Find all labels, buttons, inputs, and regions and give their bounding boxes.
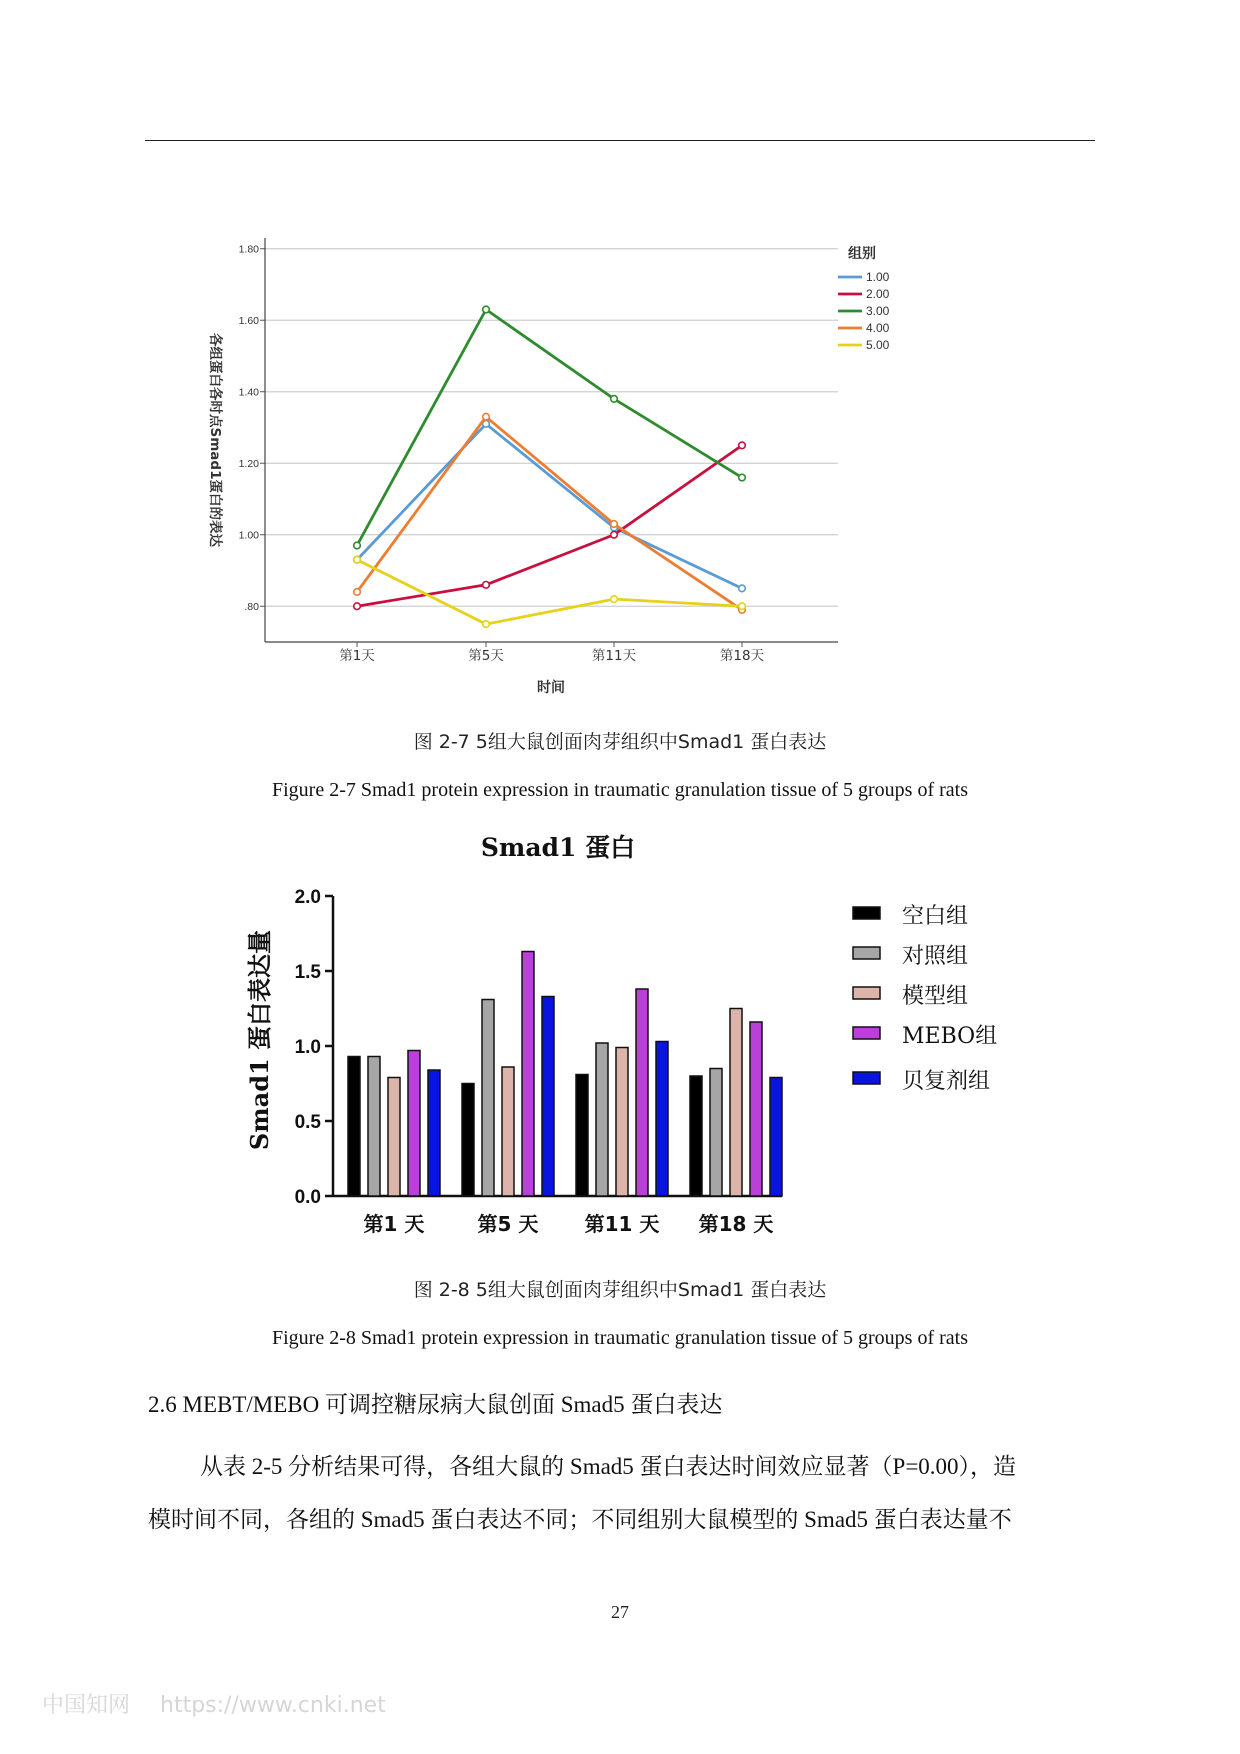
bar — [596, 1043, 608, 1196]
y-tick-label: 1.5 — [294, 962, 321, 983]
legend-label: 对照组 — [902, 944, 969, 969]
x-axis-label: 时间 — [537, 680, 565, 696]
legend-label: 空白组 — [902, 904, 969, 929]
paragraph-line-1: 从表 2-5 分析结果可得，各组大鼠的 Smad5 蛋白表达时间效应显著（P=0.00），造 — [200, 1454, 1017, 1479]
legend-label: 2.00 — [866, 287, 890, 301]
legend-swatch — [853, 907, 880, 919]
y-tick-label: 1.00 — [238, 529, 259, 542]
y-tick-label: 1.60 — [238, 315, 259, 328]
watermark-url: https://www.cnki.net — [160, 1693, 386, 1718]
legend-label: 5.00 — [866, 338, 890, 352]
bar — [730, 1009, 742, 1197]
legend-label: 1.00 — [866, 270, 890, 284]
chart-title: Smad1 蛋白 — [480, 833, 636, 862]
bar — [750, 1022, 762, 1196]
bar — [656, 1042, 668, 1197]
legend-label: 贝复剂组 — [902, 1069, 991, 1094]
figure1-caption-cn: 图 2-7 5组大鼠创面肉芽组织中Smad1 蛋白表达 — [413, 731, 827, 753]
y-tick-label: 1.80 — [238, 243, 259, 256]
y-tick-label: .80 — [244, 601, 259, 614]
bar — [368, 1057, 380, 1197]
bar — [408, 1051, 420, 1197]
figure2-caption-en: Figure 2-8 Smad1 protein expression in traumatic granulation tissue of 5 groups of rats — [272, 1327, 968, 1349]
y-axis-label: 各组蛋白各时点Smad1蛋白的表达 — [207, 333, 223, 547]
legend-label: MEBO组 — [902, 1024, 998, 1049]
x-tick-label: 第5天 — [468, 648, 504, 664]
page-number: 27 — [611, 1602, 629, 1622]
legend-swatch — [853, 987, 880, 999]
x-tick-label: 第18 天 — [698, 1212, 774, 1236]
legend-swatch — [853, 1072, 880, 1084]
section-heading: 2.6 MEBT/MEBO 可调控糖尿病大鼠创面 Smad5 蛋白表达 — [148, 1392, 723, 1417]
y-tick-label: 0.5 — [294, 1112, 321, 1133]
x-tick-label: 第11天 — [591, 648, 637, 664]
y-tick-label: 0.0 — [294, 1187, 321, 1208]
legend-swatch — [853, 1027, 880, 1039]
bar — [636, 989, 648, 1196]
bar — [616, 1048, 628, 1197]
bar — [482, 1000, 494, 1197]
bar — [348, 1057, 360, 1197]
bar — [462, 1084, 474, 1197]
legend-label: 4.00 — [866, 321, 890, 335]
x-tick-label: 第18天 — [719, 648, 765, 664]
x-tick-label: 第11 天 — [584, 1212, 660, 1236]
watermark-cnki-text: 中国知网 — [42, 1693, 131, 1718]
bar — [710, 1069, 722, 1197]
legend-title: 组别 — [848, 246, 876, 262]
figure2-caption-cn: 图 2-8 5组大鼠创面肉芽组织中Smad1 蛋白表达 — [413, 1279, 827, 1301]
bar — [428, 1070, 440, 1196]
legend-label: 3.00 — [866, 304, 890, 318]
x-tick-label: 第1天 — [339, 648, 375, 664]
figure1-caption-en: Figure 2-7 Smad1 protein expression in traumatic granulation tissue of 5 groups of rats — [272, 779, 968, 801]
legend-swatch — [853, 947, 880, 959]
bar — [576, 1075, 588, 1197]
y-tick-label: 1.40 — [238, 386, 259, 399]
bar — [770, 1078, 782, 1197]
x-tick-label: 第1 天 — [363, 1212, 425, 1236]
y-tick-label: 1.0 — [294, 1037, 321, 1058]
legend-label: 模型组 — [902, 984, 969, 1009]
bar — [502, 1067, 514, 1196]
bar — [542, 997, 554, 1197]
y-tick-label: 1.20 — [238, 458, 259, 471]
x-tick-label: 第5 天 — [477, 1212, 539, 1236]
bar — [690, 1076, 702, 1196]
bar — [522, 952, 534, 1197]
y-axis-label: Smad1 蛋白表达量 — [245, 929, 274, 1151]
bar — [388, 1078, 400, 1197]
paragraph-line-2: 模时间不同，各组的 Smad5 蛋白表达不同；不同组别大鼠模型的 Smad5 蛋白表达量不 — [148, 1507, 1012, 1532]
y-tick-label: 2.0 — [294, 887, 321, 908]
watermark — [42, 1688, 416, 1719]
